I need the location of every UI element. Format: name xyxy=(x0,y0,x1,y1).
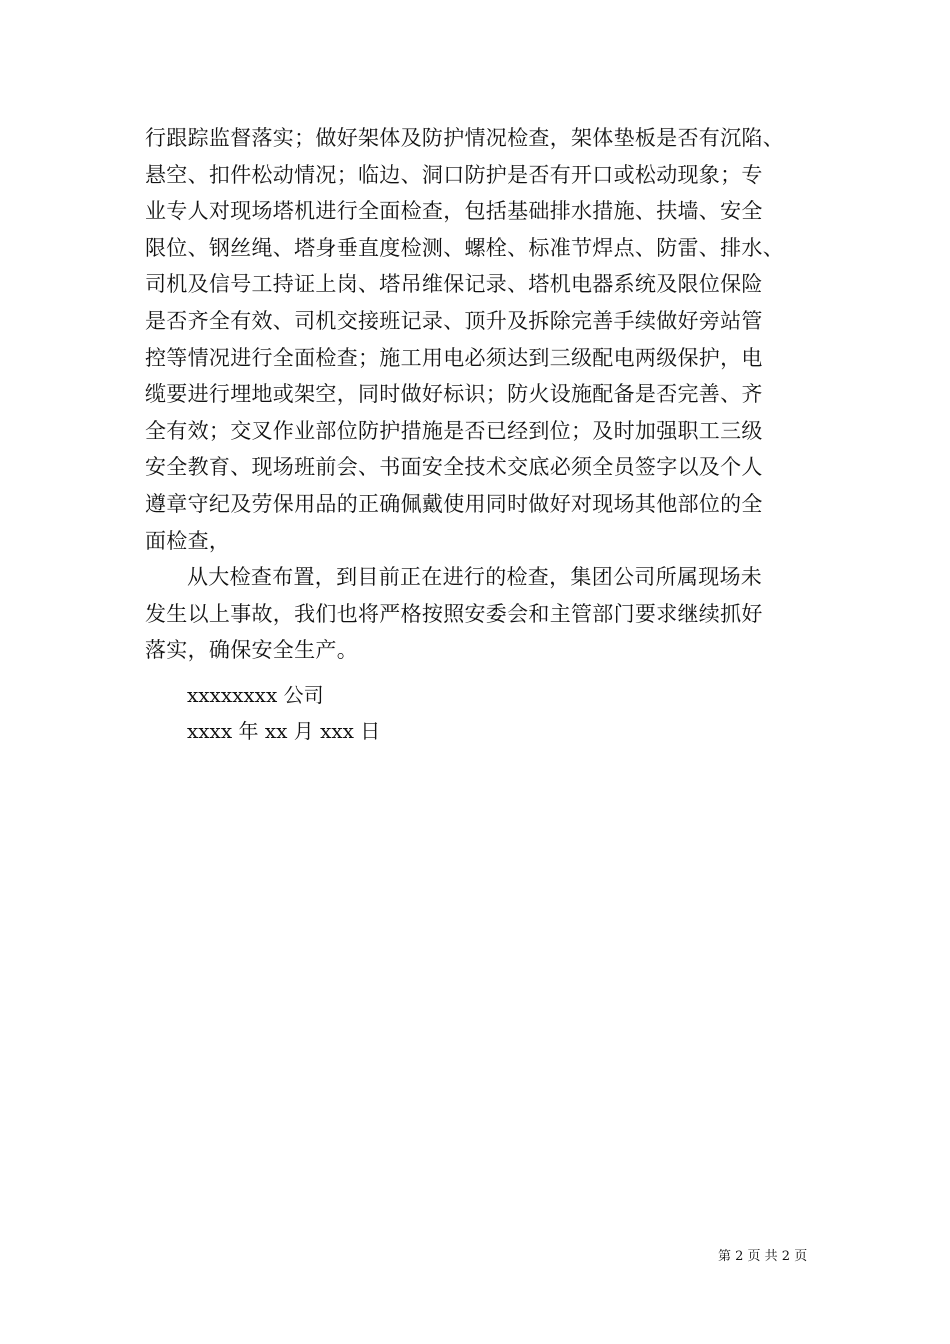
text-line: 悬空、扣件松动情况；临边、洞口防护是否有开口或松动现象；专 xyxy=(145,162,763,187)
body-text xyxy=(145,120,810,669)
text-line: 面检查， xyxy=(145,528,231,553)
text-line: 行跟踪监督落实；做好架体及防护情况检查，架体垫板是否有沉陷、 xyxy=(145,126,784,150)
text-line: 是否齐全有效、司机交接班记录、顶升及拆除完善手续做好旁站管 xyxy=(145,308,763,333)
text-line: 控等情况进行全面检查；施工用电必须达到三级配电两级保护，电 xyxy=(145,345,763,370)
text-line: 遵章守纪及劳保用品的正确佩戴使用同时做好对现场其他部位的全 xyxy=(145,491,763,516)
text-line: 缆要进行埋地或架空，同时做好标识；防火设施配备是否完善、齐 xyxy=(145,382,763,407)
text-line: 落实，确保安全生产。 xyxy=(145,638,358,663)
text-line: 安全教育、现场班前会、书面安全技术交底必须全员签字以及个人 xyxy=(145,455,763,480)
text-line: 业专人对现场塔机进行全面检查，包括基础排水措施、扶墙、安全 xyxy=(145,199,763,224)
signature-date: xxxx 年 xx 月 xxx 日 xyxy=(187,719,381,743)
text-line: 限位、钢丝绳、塔身垂直度检测、螺栓、标准节焊点、防雷、排水、 xyxy=(145,235,784,260)
page-number: 第 2 页 共 2 页 xyxy=(718,1249,808,1264)
signature-company: xxxxxxxx 公司 xyxy=(187,683,324,707)
text-line: 发生以上事故，我们也将严格按照安委会和主管部门要求继续抓好 xyxy=(145,601,763,626)
text-line: 司机及信号工持证上岗、塔吊维保记录、塔机电器系统及限位保险 xyxy=(145,272,763,297)
text-line: 从大检查布置，到目前正在进行的检查，集团公司所属现场未 xyxy=(187,565,763,590)
text-line: 全有效；交叉作业部位防护措施是否已经到位；及时加强职工三级 xyxy=(145,418,763,443)
